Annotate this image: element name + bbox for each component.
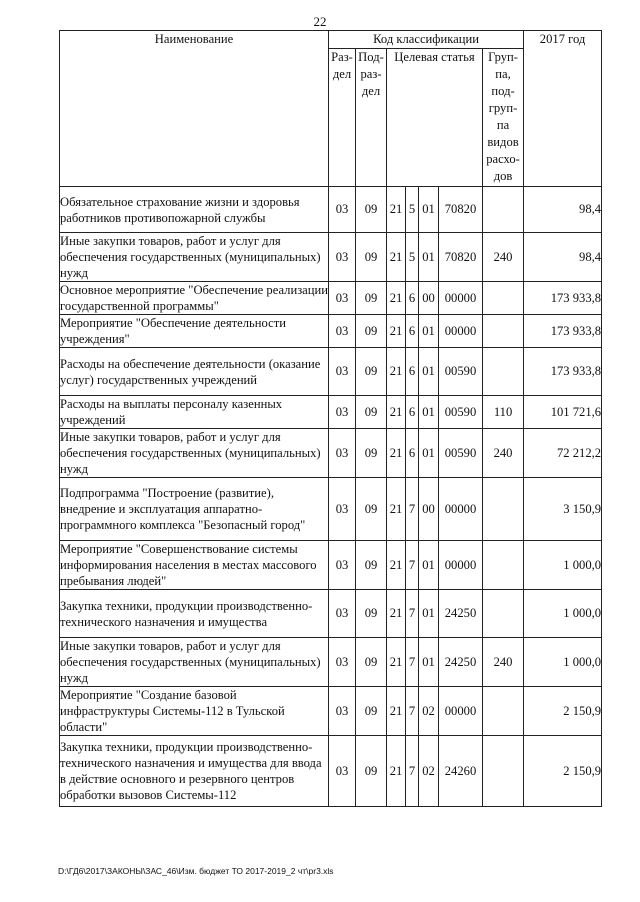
row-target-program: 21 <box>387 541 406 590</box>
row-target-direction: 24260 <box>439 736 483 807</box>
row-target-subprogram: 6 <box>406 282 419 315</box>
row-target-event: 01 <box>419 429 439 478</box>
table-row <box>60 687 602 736</box>
row-target-event: 01 <box>419 638 439 687</box>
row-podrazdel: 09 <box>356 282 387 315</box>
row-target-subprogram: 7 <box>406 541 419 590</box>
table-row <box>60 478 602 541</box>
table-row <box>60 638 602 687</box>
row-expense-type: 240 <box>483 638 524 687</box>
header-target: Целевая статья <box>387 49 483 187</box>
row-expense-type: 110 <box>483 396 524 429</box>
row-amount: 2 150,9 <box>524 736 602 807</box>
table-row <box>60 590 602 638</box>
row-razdel: 03 <box>329 638 356 687</box>
row-amount: 1 000,0 <box>524 541 602 590</box>
row-razdel: 03 <box>329 736 356 807</box>
header-year: 2017 год <box>524 31 602 187</box>
row-target-event: 00 <box>419 478 439 541</box>
row-target-program: 21 <box>387 687 406 736</box>
table-body <box>60 187 602 807</box>
row-podrazdel: 09 <box>356 315 387 348</box>
row-expense-type: 240 <box>483 233 524 282</box>
row-target-subprogram: 7 <box>406 736 419 807</box>
row-target-subprogram: 5 <box>406 233 419 282</box>
row-expense-type <box>483 541 524 590</box>
table-row <box>60 396 602 429</box>
row-amount: 173 933,8 <box>524 315 602 348</box>
row-target-direction: 00000 <box>439 687 483 736</box>
row-name: Мероприятие "Обеспечение деятельности учреждения" <box>60 315 329 348</box>
row-target-direction: 00000 <box>439 478 483 541</box>
row-name: Иные закупки товаров, работ и услуг для обеспечения государственных (муниципальных) нужд <box>60 233 329 282</box>
row-razdel: 03 <box>329 187 356 233</box>
row-target-event: 00 <box>419 282 439 315</box>
table-row <box>60 187 602 233</box>
row-target-subprogram: 6 <box>406 348 419 396</box>
row-target-program: 21 <box>387 478 406 541</box>
row-amount: 173 933,8 <box>524 282 602 315</box>
header-razdel: Раз- дел <box>329 49 356 187</box>
row-target-program: 21 <box>387 315 406 348</box>
row-target-event: 01 <box>419 541 439 590</box>
row-name: Основное мероприятие "Обеспечение реализации государственной программы" <box>60 283 328 313</box>
row-podrazdel: 09 <box>356 429 387 478</box>
table-row <box>60 315 602 348</box>
row-target-program: 21 <box>387 282 406 315</box>
row-target-direction: 00590 <box>439 429 483 478</box>
row-expense-type: 240 <box>483 429 524 478</box>
row-podrazdel: 09 <box>356 638 387 687</box>
row-amount: 1 000,0 <box>524 638 602 687</box>
row-expense-type <box>483 315 524 348</box>
row-name: Мероприятие "Создание базовой инфраструктуры Системы-112 в Тульской области" <box>60 687 329 736</box>
row-razdel: 03 <box>329 478 356 541</box>
row-razdel: 03 <box>329 687 356 736</box>
table-row <box>60 736 602 807</box>
row-expense-type <box>483 282 524 315</box>
row-expense-type <box>483 478 524 541</box>
table-row <box>60 282 602 315</box>
row-name: Иные закупки товаров, работ и услуг для обеспечения государственных (муниципальных) нужд <box>60 429 329 478</box>
row-target-subprogram: 5 <box>406 187 419 233</box>
row-target-direction: 24250 <box>439 590 483 638</box>
table-row <box>60 233 602 282</box>
row-name: Подпрограмма "Построение (развитие), внедрение и эксплуатация аппаратно-программного комплекса "Безопасный город" <box>60 478 329 541</box>
row-target-program: 21 <box>387 590 406 638</box>
row-target-direction: 24250 <box>439 638 483 687</box>
table-row <box>60 429 602 478</box>
row-target-direction: 70820 <box>439 187 483 233</box>
row-amount: 72 212,2 <box>524 429 602 478</box>
row-target-event: 01 <box>419 396 439 429</box>
header-podrazdel: Под- раз- дел <box>356 49 387 187</box>
row-podrazdel: 09 <box>356 396 387 429</box>
page-number: 22 <box>313 14 327 29</box>
row-amount: 98,4 <box>524 187 602 233</box>
row-target-program: 21 <box>387 736 406 807</box>
row-razdel: 03 <box>329 282 356 315</box>
row-target-subprogram: 7 <box>406 478 419 541</box>
row-target-event: 02 <box>419 687 439 736</box>
row-razdel: 03 <box>329 233 356 282</box>
row-podrazdel: 09 <box>356 187 387 233</box>
row-podrazdel: 09 <box>356 478 387 541</box>
budget-table <box>59 30 602 807</box>
row-target-event: 01 <box>419 187 439 233</box>
row-razdel: 03 <box>329 590 356 638</box>
row-razdel: 03 <box>329 429 356 478</box>
row-expense-type <box>483 187 524 233</box>
row-target-direction: 70820 <box>439 233 483 282</box>
header-code-group: Код классификации <box>329 31 524 49</box>
row-target-program: 21 <box>387 348 406 396</box>
row-target-subprogram: 6 <box>406 429 419 478</box>
row-podrazdel: 09 <box>356 348 387 396</box>
row-name: Расходы на выплаты персоналу казенных учреждений <box>60 396 329 429</box>
header-group: Груп- па, под- груп- па видов расхо- дов <box>483 49 524 187</box>
row-expense-type <box>483 348 524 396</box>
row-target-subprogram: 7 <box>406 590 419 638</box>
row-name: Закупка техники, продукции производственно-технического назначения и имущества для ввода в действие основного и резервного центров обработки вызовов Системы-112 <box>60 736 329 807</box>
row-podrazdel: 09 <box>356 541 387 590</box>
row-expense-type <box>483 736 524 807</box>
row-razdel: 03 <box>329 396 356 429</box>
row-amount: 2 150,9 <box>524 687 602 736</box>
table-row <box>60 541 602 590</box>
row-target-program: 21 <box>387 233 406 282</box>
row-expense-type <box>483 590 524 638</box>
row-amount: 101 721,6 <box>524 396 602 429</box>
row-target-program: 21 <box>387 429 406 478</box>
row-target-event: 01 <box>419 590 439 638</box>
row-name: Мероприятие "Совершенствование системы информирования населения в местах массового пребывания людей" <box>60 541 329 590</box>
row-name: Расходы на обеспечение деятельности (оказание услуг) государственных учреждений <box>60 348 329 396</box>
row-amount: 98,4 <box>524 233 602 282</box>
row-razdel: 03 <box>329 541 356 590</box>
row-podrazdel: 09 <box>356 233 387 282</box>
row-name: Обязательное страхование жизни и здоровья работников противопожарной службы <box>60 187 329 233</box>
table-row <box>60 348 602 396</box>
row-podrazdel: 09 <box>356 590 387 638</box>
row-target-subprogram: 6 <box>406 315 419 348</box>
row-target-direction: 00000 <box>439 541 483 590</box>
row-target-event: 01 <box>419 233 439 282</box>
row-name: Иные закупки товаров, работ и услуг для обеспечения государственных (муниципальных) нужд <box>60 638 329 687</box>
row-target-subprogram: 7 <box>406 638 419 687</box>
row-target-event: 02 <box>419 736 439 807</box>
row-amount: 173 933,8 <box>524 348 602 396</box>
row-target-subprogram: 7 <box>406 687 419 736</box>
row-name: Закупка техники, продукции производственно-технического назначения и имущества <box>60 590 329 638</box>
header-name: Наименование <box>60 31 329 187</box>
row-target-direction: 00000 <box>439 282 483 315</box>
row-target-event: 01 <box>419 348 439 396</box>
row-expense-type <box>483 687 524 736</box>
row-target-direction: 00590 <box>439 348 483 396</box>
row-razdel: 03 <box>329 315 356 348</box>
row-target-direction: 00590 <box>439 396 483 429</box>
row-target-program: 21 <box>387 638 406 687</box>
row-amount: 1 000,0 <box>524 590 602 638</box>
row-target-direction: 00000 <box>439 315 483 348</box>
file-path-footer: D:\ГД6\2017\ЗАКОНЫ\ЗАС_46\Изм. бюджет ТО 2017-2019_2 чт\pr3.xls <box>58 866 334 876</box>
row-target-event: 01 <box>419 315 439 348</box>
row-amount: 3 150,9 <box>524 478 602 541</box>
row-podrazdel: 09 <box>356 687 387 736</box>
row-razdel: 03 <box>329 348 356 396</box>
row-target-program: 21 <box>387 396 406 429</box>
row-target-program: 21 <box>387 187 406 233</box>
row-target-subprogram: 6 <box>406 396 419 429</box>
row-podrazdel: 09 <box>356 736 387 807</box>
